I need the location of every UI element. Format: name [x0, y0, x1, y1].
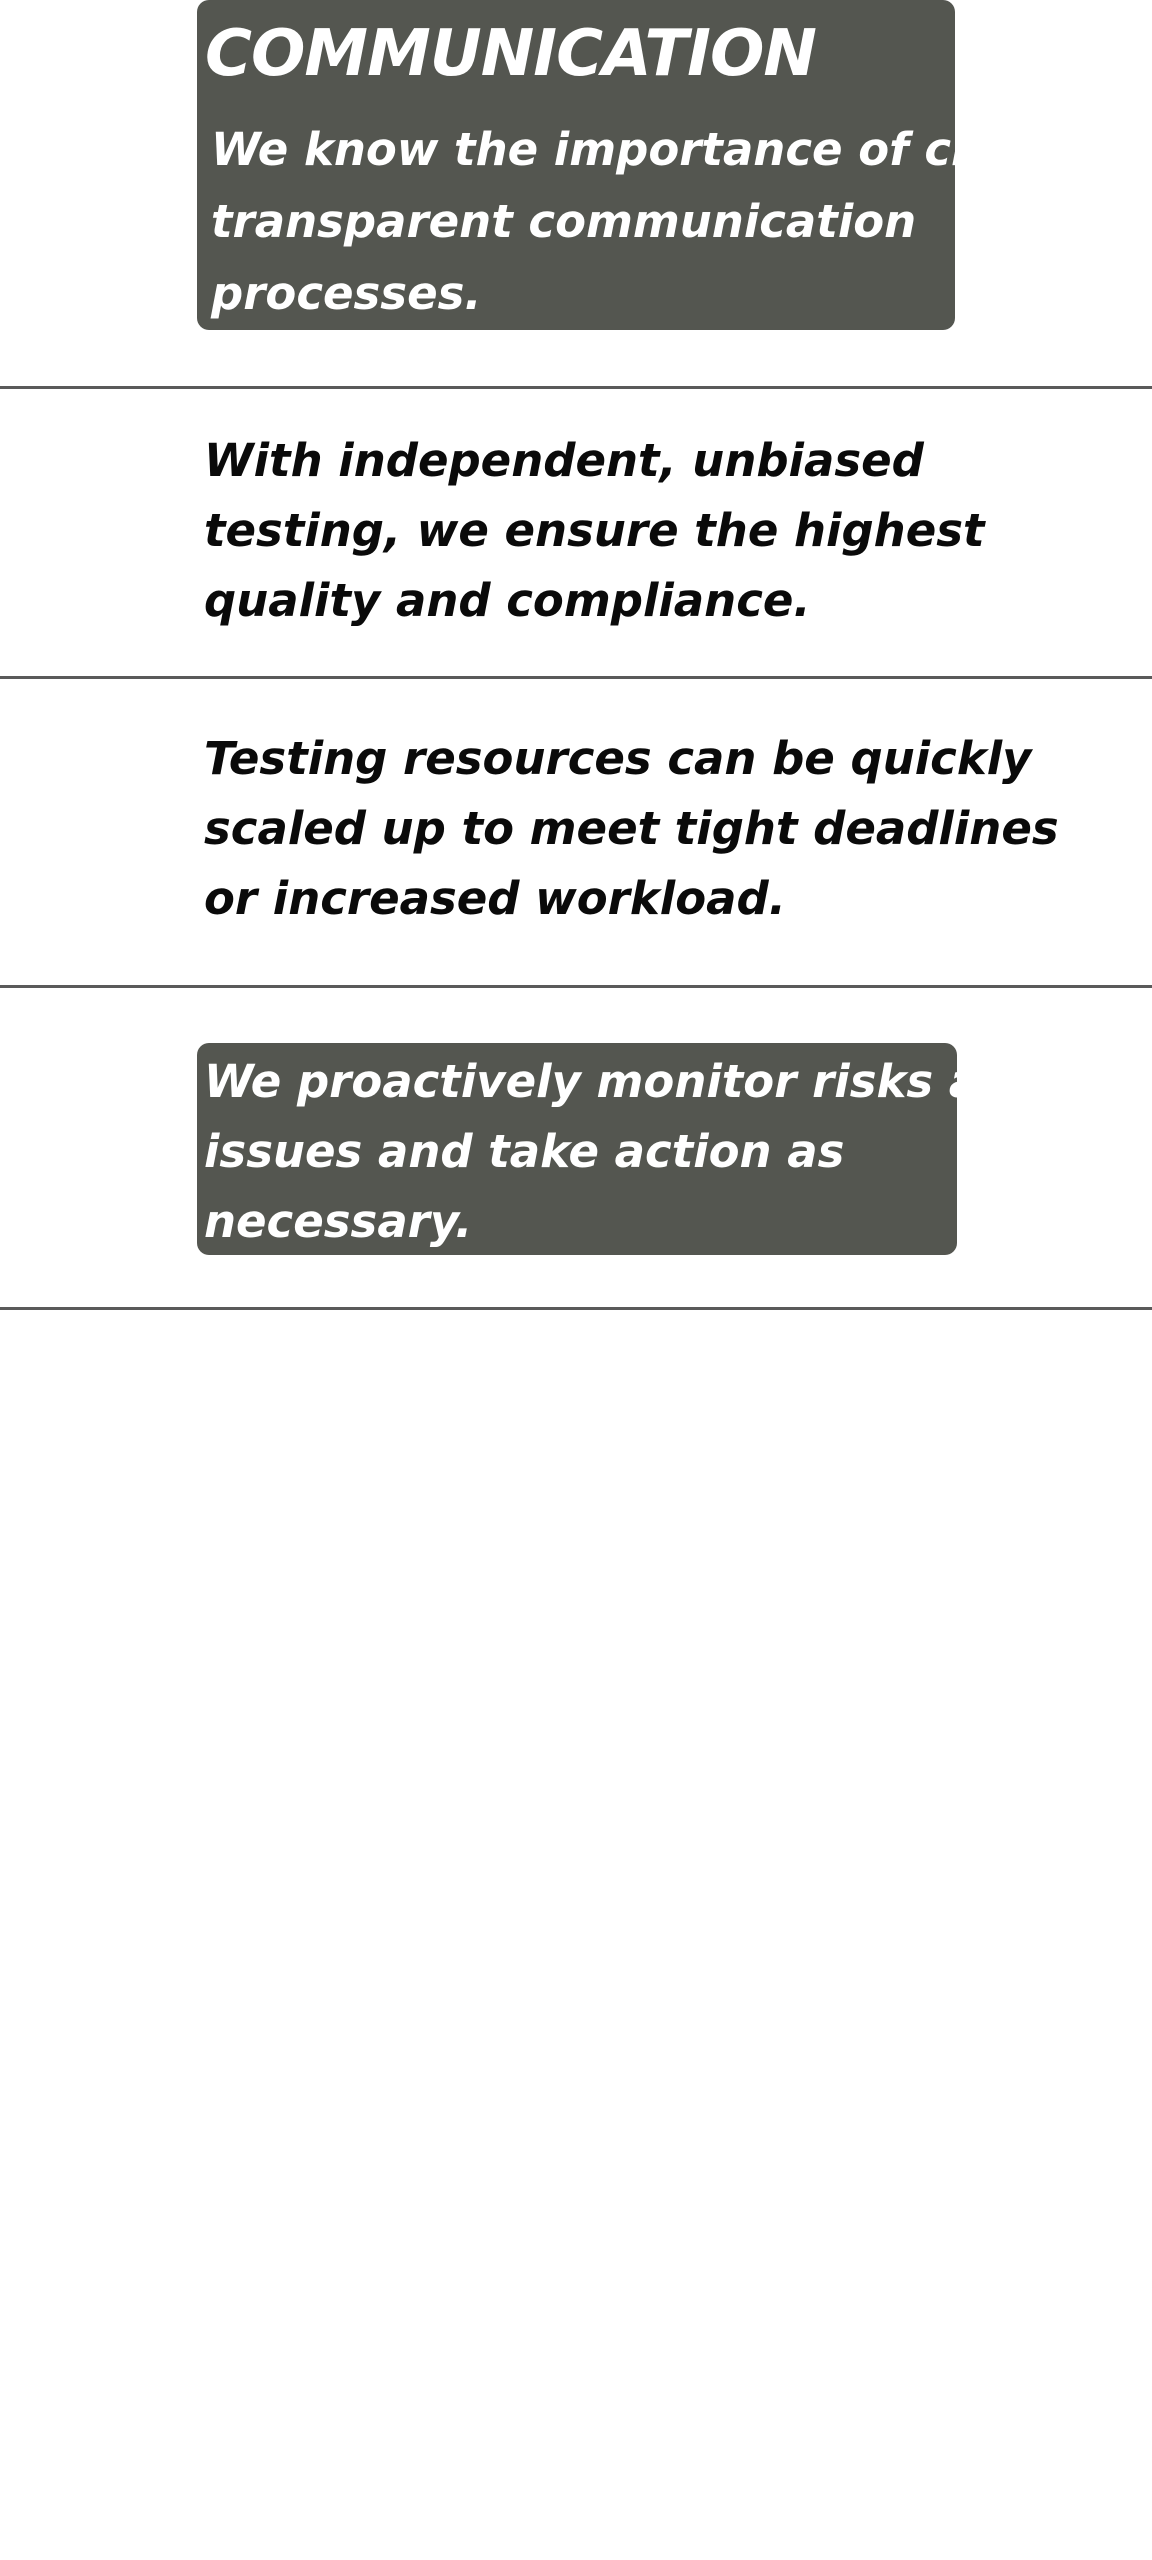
communication-card — [197, 0, 1061, 330]
section-divider — [0, 1307, 1152, 1310]
testing-line: testing, we ensure the highest — [204, 504, 985, 557]
risk-card — [197, 1043, 1044, 1255]
risk-line: We proactively monitor risks and — [204, 1055, 1044, 1108]
section-divider — [0, 985, 1152, 988]
testing-line: With independent, unbiased — [204, 434, 924, 487]
scaling-line: or increased workload. — [204, 872, 786, 925]
scaling-line: Testing resources can be quickly — [204, 732, 1032, 785]
risk-description — [204, 1047, 1044, 1257]
communication-line: processes. — [211, 267, 482, 320]
communication-title: COMMUNICATION — [205, 17, 816, 91]
risk-line: issues and take action as — [204, 1125, 845, 1178]
testing-line: quality and compliance. — [204, 574, 811, 627]
section-divider — [0, 676, 1152, 679]
risk-line: necessary. — [204, 1195, 473, 1248]
scaling-description — [204, 724, 1059, 934]
communication-line: transparent communication — [211, 195, 917, 248]
testing-description — [204, 426, 985, 636]
scaling-line: scaled up to meet tight deadlines — [204, 802, 1059, 855]
communication-description — [211, 114, 1061, 330]
communication-line: We know the importance of clear, — [211, 123, 1061, 176]
section-divider — [0, 386, 1152, 389]
